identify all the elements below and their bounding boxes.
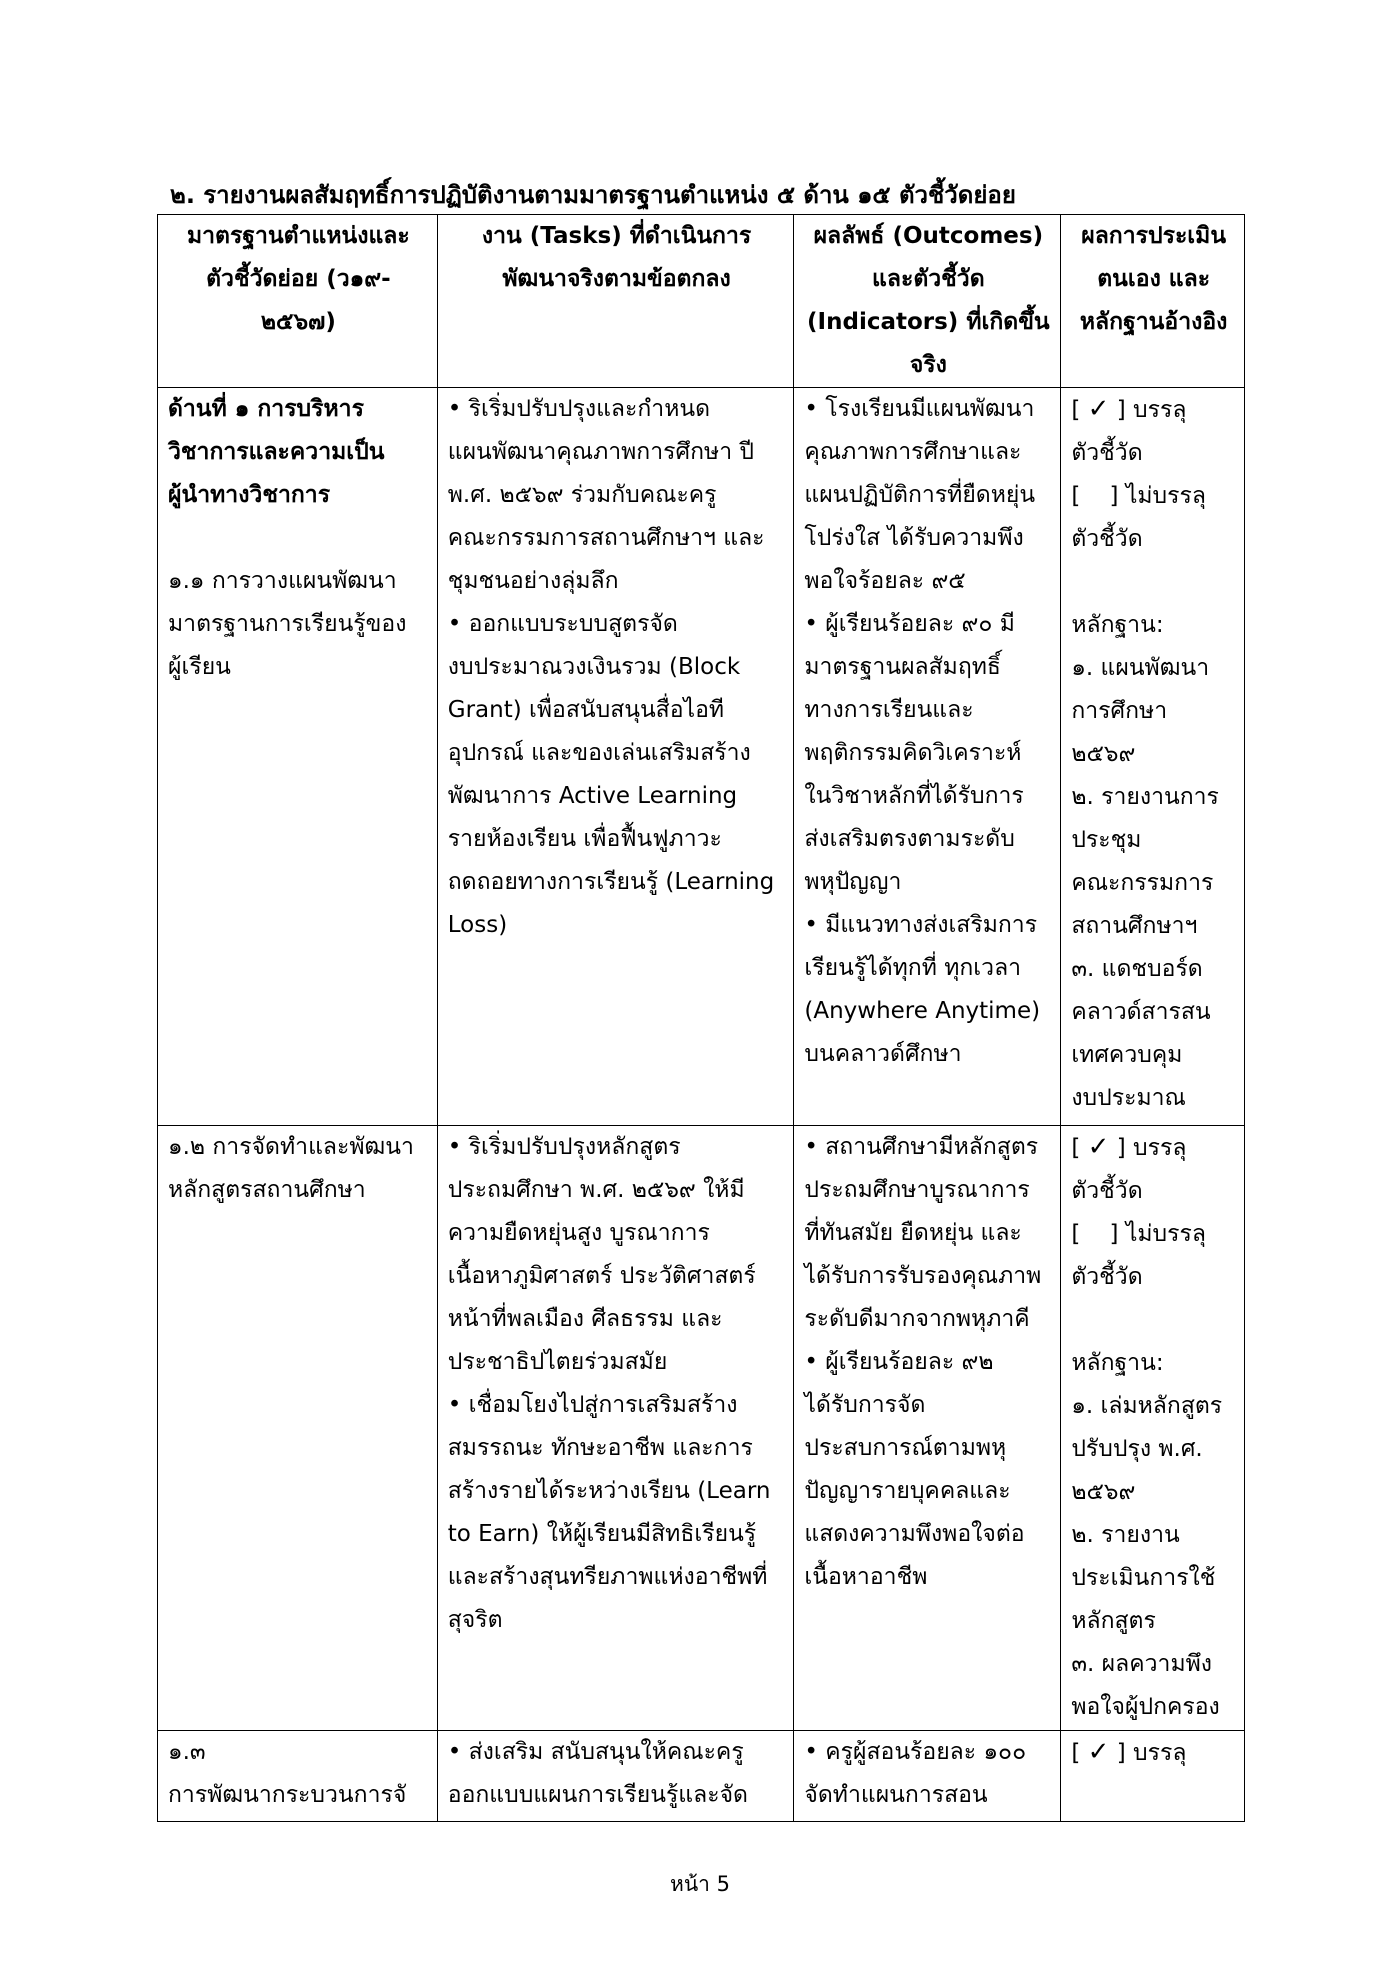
outcome-line: ที่ทันสมัย ยืดหยุ่น และ — [804, 1220, 1022, 1246]
domain-title-line: ผู้นำทางวิชาการ — [168, 482, 331, 508]
evidence-line: ๒๕๖๙ — [1071, 1479, 1136, 1505]
task-line: เนื้อหาภูมิศาสตร์ ประวัติศาสตร์ — [447, 1263, 756, 1289]
outcome-line: • ผู้เรียนร้อยละ ๙๐ มี — [804, 611, 1015, 637]
outcome-line: โปร่งใส ได้รับความพึง — [804, 525, 1024, 551]
evidence-line: ปรับปรุง พ.ศ. — [1071, 1436, 1203, 1462]
header-outcomes: ผลลัพธ์ (Outcomes) และตัวชี้วัด (Indicators) ที่เกิดขึ้น จริง — [794, 215, 1061, 388]
sub-indicator-line: ๑.๑ การวางแผนพัฒนา — [168, 568, 397, 594]
domain-title-line: วิชาการและความเป็น — [168, 439, 385, 465]
outcome-line: ทางการเรียนและ — [804, 697, 974, 723]
task-line: ถดถอยทางการเรียนรู้ (Learning — [447, 869, 775, 895]
page-number: หน้า 5 — [669, 1872, 731, 1896]
table-row — [158, 1731, 1245, 1822]
outcome-line: ประสบการณ์ตามพหุ — [804, 1435, 1007, 1461]
evidence-line: หลักฐาน: — [1071, 612, 1164, 638]
task-line: Loss) — [447, 912, 508, 938]
task-line: • ส่งเสริม สนับสนุนให้คณะครู — [447, 1739, 744, 1765]
outcome-line: คุณภาพการศึกษาและ — [804, 439, 1022, 465]
tasks-cell — [437, 1126, 794, 1731]
evidence-line: คณะกรรมการ — [1071, 870, 1214, 896]
task-line: • เชื่อมโยงไปสู่การเสริมสร้าง — [447, 1392, 738, 1418]
task-line: • ออกแบบระบบสูตรจัด — [447, 611, 678, 637]
achieved-checkbox-line: [ ✓ ] บรรลุ — [1071, 1737, 1187, 1767]
outcome-line: ปัญญารายบุคคลและ — [804, 1478, 1011, 1504]
outcome-line: ประถมศึกษาบูรณาการ — [804, 1177, 1030, 1203]
table-header-row — [158, 215, 1245, 388]
outcome-line: มาตรฐานผลสัมฤทธิ์ — [804, 654, 1001, 680]
outcome-line: ระดับดีมากจากพหุภาคี — [804, 1306, 1030, 1332]
task-line: Grant) เพื่อสนับสนุนสื่อไอที — [447, 697, 725, 723]
outcome-line: • สถานศึกษามีหลักสูตร — [804, 1134, 1039, 1160]
outcome-line: เรียนรู้ได้ทุกที่ ทุกเวลา — [804, 955, 1022, 981]
domain-title-line: ด้านที่ ๑ การบริหาร — [168, 396, 364, 422]
achieved-checkbox-line: [ ✓ ] บรรลุ — [1071, 394, 1187, 424]
outcomes-cell — [794, 1126, 1061, 1731]
standard-cell — [158, 1126, 438, 1731]
sub-indicator-line: มาตรฐานการเรียนรู้ของ — [168, 611, 407, 637]
empty-checkbox: [ ] — [1071, 483, 1119, 509]
evidence-line: เทศควบคุม — [1071, 1042, 1183, 1068]
outcome-line: ในวิชาหลักที่ได้รับการ — [804, 783, 1024, 809]
evidence-line: ประชุม — [1071, 827, 1142, 853]
evidence-line: สถานศึกษาฯ — [1071, 913, 1198, 939]
outcome-line: พอใจร้อยละ ๙๕ — [804, 568, 966, 594]
outcome-line: พหุปัญญา — [804, 869, 902, 895]
assessment-cell — [1061, 1731, 1245, 1822]
not-achieved-checkbox-line: [ ] ไม่บรรลุ — [1071, 1221, 1206, 1247]
outcome-line: ส่งเสริมตรงตามระดับ — [804, 826, 1015, 852]
tasks-cell — [437, 1731, 794, 1822]
task-line: หน้าที่พลเมือง ศีลธรรม และ — [447, 1306, 723, 1332]
outcomes-cell — [794, 1731, 1061, 1822]
outcome-line: • ผู้เรียนร้อยละ ๙๒ — [804, 1349, 994, 1375]
sub-indicator-line: การพัฒนากระบวนการจั — [168, 1782, 407, 1808]
outcome-line: (Anywhere Anytime) — [804, 998, 1041, 1024]
task-line: สุจริต — [447, 1607, 503, 1633]
header-standard: มาตรฐานตำแหน่งและ ตัวชี้วัดย่อย (ว๑๙- ๒๕๖๗) — [158, 215, 438, 388]
task-line: ความยืดหยุ่นสูง บูรณาการ — [447, 1220, 710, 1246]
task-line: สร้างรายได้ระหว่างเรียน (Learn — [447, 1478, 771, 1504]
header-tasks: งาน (Tasks) ที่ดำเนินการ พัฒนาจริงตามข้อตกลง — [437, 215, 794, 388]
outcome-line: เนื้อหาอาชีพ — [804, 1564, 928, 1590]
sub-indicator-line: ๑.๒ การจัดทำและพัฒนา — [168, 1134, 414, 1160]
task-line: to Earn) ให้ผู้เรียนมีสิทธิเรียนรู้ — [447, 1521, 757, 1547]
outcome-line: จัดทำแผนการสอน — [804, 1782, 988, 1808]
sub-indicator-line: ๑.๓ — [168, 1739, 206, 1765]
evidence-line: ๒. รายงาน — [1071, 1522, 1180, 1548]
table-row — [158, 1126, 1245, 1731]
sub-indicator-line: ผู้เรียน — [168, 654, 231, 680]
assessment-cell: [ ✓ ] บรรลุ ตัวชี้วัด [ ] ไม่บรรลุ ตัวชี้วัด หลักฐาน: ๑. เล่มหลักสูตร ปรับปรุง พ.ศ. ๒๕๖๙ ๒. รายงาน ประเมินการใช้ หลักสูตร ๓. ผลความพึง พอใจผู้ปกครอง — [1061, 1126, 1245, 1731]
evidence-line: ๒. รายงานการ — [1071, 784, 1219, 810]
task-line: • ริเริ่มปรับปรุงและกำหนด — [447, 396, 711, 422]
achieved-checkbox-line: [ ✓ ] บรรลุ — [1071, 1132, 1187, 1162]
task-line: แผนพัฒนาคุณภาพการศึกษา ปี — [447, 439, 755, 465]
outcome-line: ได้รับการจัด — [804, 1392, 926, 1418]
task-line: อุปกรณ์ และของเล่นเสริมสร้าง — [447, 740, 751, 766]
evidence-line: พอใจผู้ปกครอง — [1071, 1694, 1220, 1720]
task-line: งบประมาณวงเงินรวม (Block — [447, 654, 741, 680]
outcome-line: แผนปฏิบัติการที่ยืดหยุ่น — [804, 482, 1036, 508]
task-line: คณะกรรมการสถานศึกษาฯ และ — [447, 525, 765, 551]
outcomes-cell — [794, 388, 1061, 1126]
outcome-line: พฤติกรรมคิดวิเคราะห์ — [804, 740, 1022, 766]
sub-indicator-line: หลักสูตรสถานศึกษา — [168, 1177, 366, 1203]
evidence-line: หลักสูตร — [1071, 1608, 1156, 1634]
page-title: ๒. รายงานผลสัมฤทธิ์การปฏิบัติงานตามมาตรฐานตำแหน่ง ๕ ด้าน ๑๕ ตัวชี้วัดย่อย — [170, 181, 1016, 209]
evidence-line: คลาวด์สารสน — [1071, 999, 1211, 1025]
task-line: สมรรถนะ ทักษะอาชีพ และการ — [447, 1435, 753, 1461]
task-line: พ.ศ. ๒๕๖๙ ร่วมกับคณะครู — [447, 482, 717, 508]
check-mark-icon: ✓ — [1087, 1737, 1110, 1767]
outcome-line: • โรงเรียนมีแผนพัฒนา — [804, 396, 1035, 422]
outcome-line: • ครูผู้สอนร้อยละ ๑๐๐ — [804, 1739, 1027, 1765]
check-mark-icon: ✓ — [1087, 1132, 1110, 1162]
task-line: • ริเริ่มปรับปรุงหลักสูตร — [447, 1134, 681, 1160]
outcome-line: บนคลาวด์ศึกษา — [804, 1041, 962, 1067]
evidence-line: ประเมินการใช้ — [1071, 1565, 1216, 1591]
task-line: และสร้างสุนทรียภาพแห่งอาชีพที่ — [447, 1564, 768, 1590]
evidence-line: ๑. เล่มหลักสูตร — [1071, 1393, 1223, 1419]
not-achieved-checkbox-line: [ ] ไม่บรรลุ — [1071, 483, 1206, 509]
outcome-line: แสดงความพึงพอใจต่อ — [804, 1521, 1025, 1547]
task-line: ออกแบบแผนการเรียนรู้และจัด — [447, 1782, 748, 1808]
evidence-line: ๑. แผนพัฒนา — [1071, 655, 1210, 681]
task-line: ประชาธิปไตยร่วมสมัย — [447, 1349, 668, 1375]
assessment-cell: [ ✓ ] บรรลุ ตัวชี้วัด [ ] ไม่บรรลุ ตัวชี้วัด หลักฐาน: ๑. แผนพัฒนา การศึกษา ๒๕๖๙ ๒. รายงานการ ประชุม คณะกรรมการ สถานศึกษาฯ ๓. แดชบอร์ด คลาวด์สารสน เทศควบคุม งบประมาณ — [1061, 388, 1245, 1126]
standard-cell — [158, 1731, 438, 1822]
evidence-line: การศึกษา — [1071, 698, 1168, 724]
task-line: พัฒนาการ Active Learning — [447, 783, 738, 809]
outcome-line: ได้รับการรับรองคุณภาพ — [804, 1263, 1042, 1289]
task-line: ประถมศึกษา พ.ศ. ๒๕๖๙ ให้มี — [447, 1177, 745, 1203]
header-assessment: ผลการประเมิน ตนเอง และ หลักฐานอ้างอิง — [1061, 215, 1245, 388]
tasks-cell — [437, 388, 794, 1126]
standards-table — [157, 214, 1245, 1822]
task-line: ชุมชนอย่างลุ่มลึก — [447, 568, 619, 594]
evidence-line: หลักฐาน: — [1071, 1350, 1164, 1376]
evidence-line: ๓. แดชบอร์ด — [1071, 956, 1203, 982]
check-mark-icon: ✓ — [1087, 394, 1110, 424]
standard-cell — [158, 388, 438, 1126]
evidence-line: งบประมาณ — [1071, 1085, 1186, 1111]
empty-checkbox: [ ] — [1071, 1221, 1119, 1247]
table-row — [158, 388, 1245, 1126]
evidence-line: ๒๕๖๙ — [1071, 741, 1136, 767]
evidence-line: ๓. ผลความพึง — [1071, 1651, 1212, 1677]
outcome-line: • มีแนวทางส่งเสริมการ — [804, 912, 1038, 938]
task-line: รายห้องเรียน เพื่อฟื้นฟูภาวะ — [447, 826, 722, 852]
